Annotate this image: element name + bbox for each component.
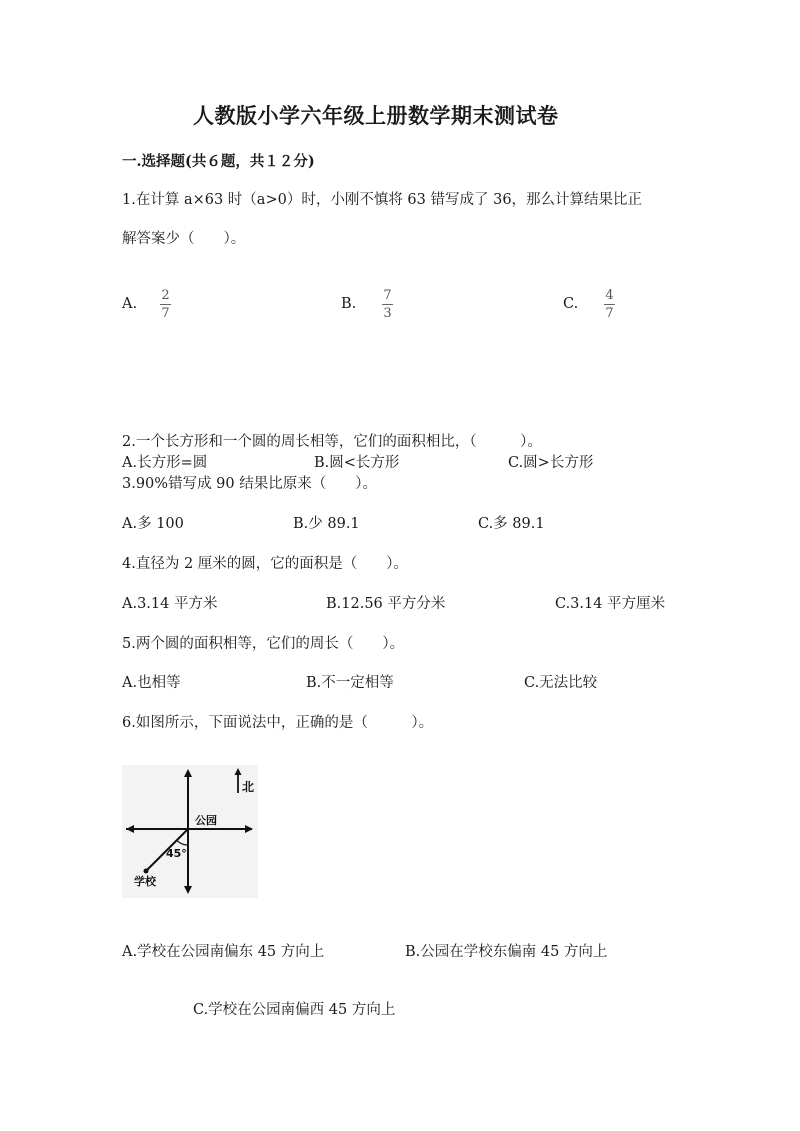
school-point xyxy=(144,869,149,874)
east-arrow-icon xyxy=(245,825,253,833)
direction-diagram-svg xyxy=(122,765,258,898)
question-2: 2.一个长方形和一个圆的周长相等，它们的面积相比，（ ）。 xyxy=(122,434,542,450)
question-5: 5.两个圆的面积相等，它们的周长（ ）。 xyxy=(122,636,405,652)
angle-arc xyxy=(177,840,188,845)
q1-option-c-denominator: 7 xyxy=(605,306,614,321)
question-3: 3.90%错写成 90 结果比原来（ ）。 xyxy=(122,476,377,492)
q4-option-a: A.3.14 平方米 xyxy=(122,596,218,612)
q5-option-c: C.无法比较 xyxy=(524,675,598,691)
q1-option-c-fraction xyxy=(604,289,615,320)
question-1-line-1: 1.在计算 a×63 时（a>0）时，小刚不慎将 63 错写成了 36，那么计算结果比正 xyxy=(122,192,643,208)
section-heading: 一.选择题(共６题，共１２分) xyxy=(122,153,315,170)
west-arrow-icon xyxy=(126,825,134,833)
north-arrow-icon xyxy=(184,769,192,777)
q1-option-a-numerator: 2 xyxy=(161,288,170,303)
park-label: 公园 xyxy=(195,814,217,827)
q5-option-a: A.也相等 xyxy=(122,675,181,691)
question-1-line-2: 解答案少（ ）。 xyxy=(122,231,246,247)
q2-option-c: C.圆>长方形 xyxy=(508,455,594,471)
north-indicator-arrow-icon xyxy=(235,768,242,775)
q1-option-b-denominator: 3 xyxy=(383,306,392,321)
question-6: 6.如图所示，下面说法中，正确的是（ ）。 xyxy=(122,715,434,731)
q3-option-a: A.多 100 xyxy=(122,516,184,532)
q1-option-a-denominator: 7 xyxy=(161,306,170,321)
q1-option-b-fraction xyxy=(382,289,393,320)
q5-option-b: B.不一定相等 xyxy=(306,675,394,691)
angle-label: 45° xyxy=(166,847,187,860)
q1-option-c-label: C. xyxy=(563,296,579,312)
north-label: 北 xyxy=(242,780,255,794)
question-4: 4.直径为 2 厘米的圆，它的面积是（ ）。 xyxy=(122,556,409,572)
q3-option-b: B.少 89.1 xyxy=(293,516,360,532)
q1-option-b-label: B. xyxy=(341,296,357,312)
q6-option-a: A.学校在公园南偏东 45 方向上 xyxy=(122,944,325,960)
page-title: 人教版小学六年级上册数学期末测试卷 xyxy=(193,103,559,128)
q1-option-a-label: A. xyxy=(122,296,138,312)
school-label: 学校 xyxy=(134,875,156,888)
q6-option-c: C.学校在公园南偏西 45 方向上 xyxy=(193,1002,396,1018)
q6-option-b: B.公园在学校东偏南 45 方向上 xyxy=(405,944,608,960)
q1-option-a-fraction xyxy=(160,289,171,320)
q2-option-a: A.长方形=圆 xyxy=(122,455,208,471)
q3-option-c: C.多 89.1 xyxy=(478,516,545,532)
direction-diagram xyxy=(122,765,258,898)
q4-option-b: B.12.56 平方分米 xyxy=(326,596,446,612)
q2-option-b: B.圆<长方形 xyxy=(314,455,400,471)
q1-option-c-numerator: 4 xyxy=(605,288,614,303)
q1-option-b-numerator: 7 xyxy=(383,288,392,303)
south-arrow-icon xyxy=(184,886,192,894)
q4-option-c: C.3.14 平方厘米 xyxy=(555,596,666,612)
